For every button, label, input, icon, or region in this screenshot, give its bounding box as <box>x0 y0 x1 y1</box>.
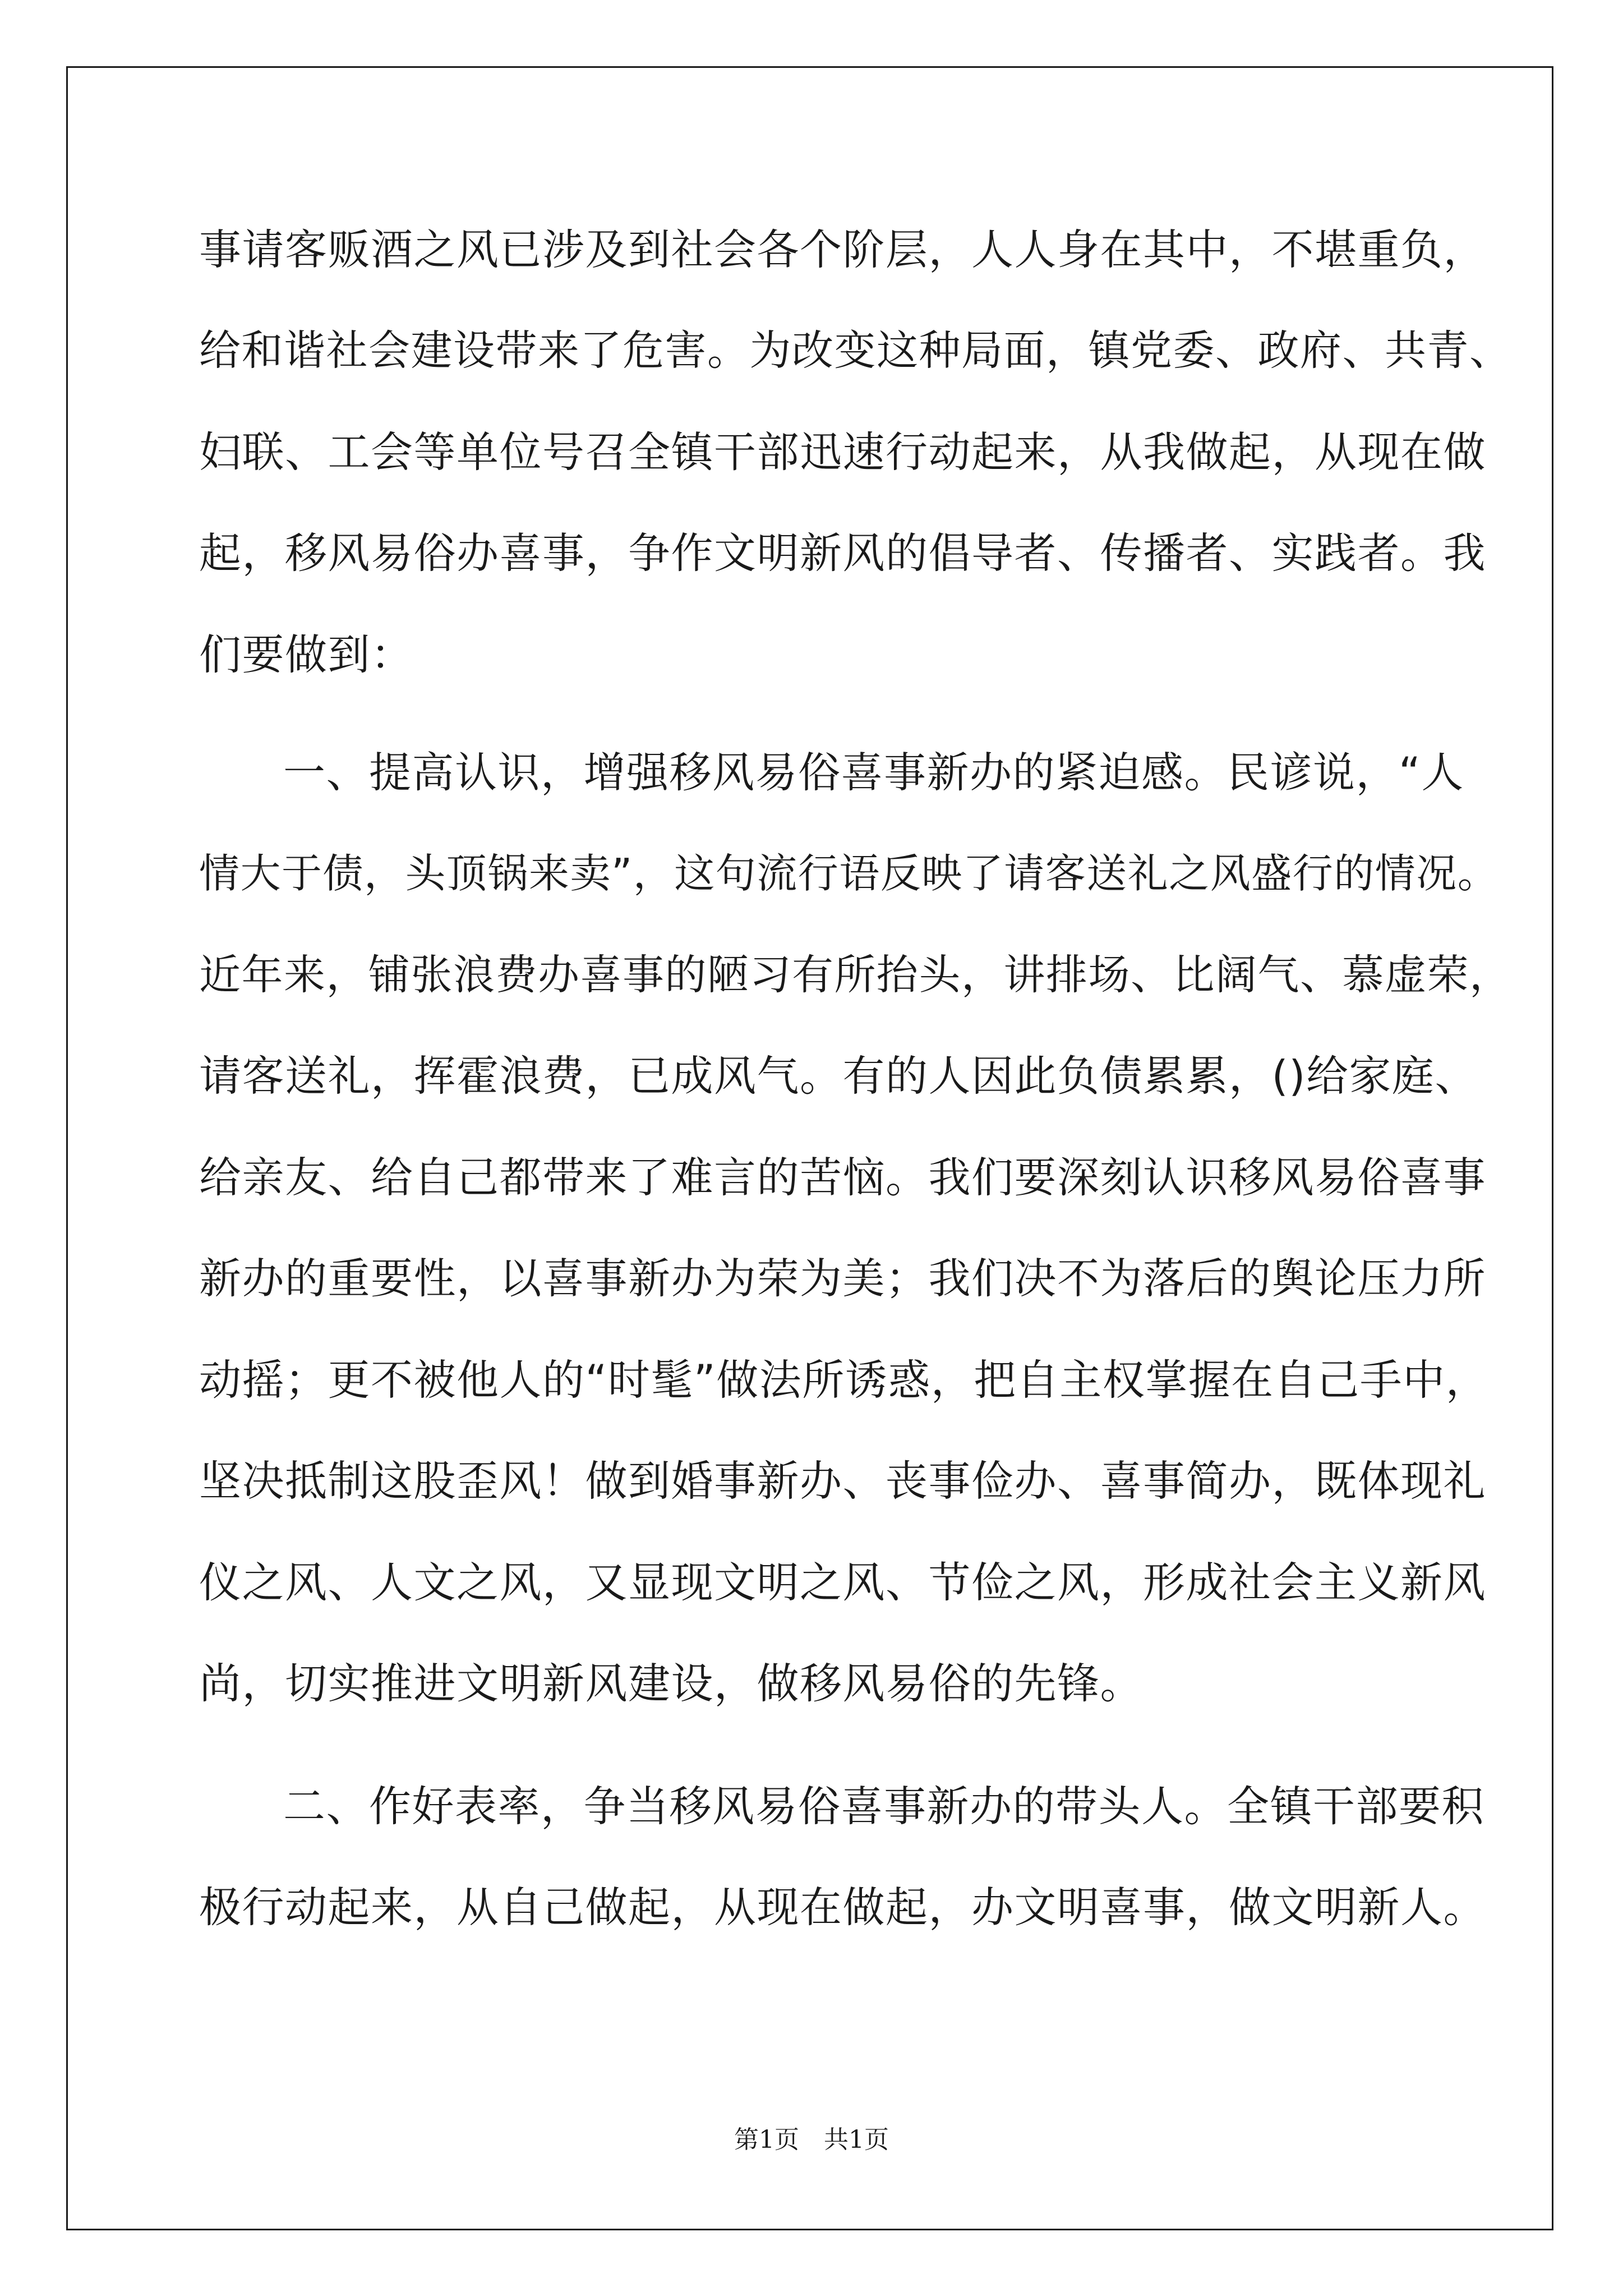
text-line: 仪之风、人文之风，又显现文明之风、节俭之风，形成社会主义新风 <box>199 1558 1487 1607</box>
text-line: 近年来，铺张浪费办喜事的陋习有所抬头，讲排场、比阔气、慕虚荣， <box>199 951 1512 999</box>
text-line: 情大于债，头顶锅来卖”，这句流行语反映了请客送礼之风盛行的情况。 <box>199 850 1499 897</box>
text-line: 一、提高认识，增强移风易俗喜事新办的紧迫感。民谚说，“人 <box>283 748 1464 797</box>
text-line: 二、作好表率，争当移风易俗喜事新办的带头人。全镇干部要积 <box>283 1782 1485 1831</box>
text-line: 给和谐社会建设带来了危害。为改变这种局面，镇党委、政府、共青、 <box>199 326 1512 375</box>
text-line: 尚，切实推进文明新风建设，做移风易俗的先锋。 <box>199 1659 1144 1708</box>
text-line: 给亲友、给自己都带来了难言的苦恼。我们要深刻认识移风易俗喜事 <box>199 1153 1487 1202</box>
text-line: 请客送礼，挥霍浪费，已成风气。有的人因此负债累累，()给家庭、 <box>199 1051 1478 1101</box>
text-line: 妇联、工会等单位号召全镇干部迅速行动起来，从我做起，从现在做 <box>199 427 1487 477</box>
text-line: 事请客贩酒之风已涉及到社会各个阶层，人人身在其中，不堪重负， <box>199 225 1487 274</box>
text-line: 起，移风易俗办喜事，争作文明新风的倡导者、传播者、实践者。我 <box>199 528 1487 578</box>
text-line: 极行动起来，从自己做起，从现在做起，办文明喜事，做文明新人。 <box>199 1883 1487 1932</box>
text-line: 们要做到： <box>199 630 414 679</box>
text-line: 坚决抵制这股歪风！做到婚事新办、丧事俭办、喜事简办，既体现礼 <box>199 1456 1487 1506</box>
text-line: 动摇；更不被他人的“时髦”做法所诱惑，把自主权掌握在自己手中， <box>199 1355 1489 1405</box>
text-line: 新办的重要性，以喜事新办为荣为美；我们决不为落后的舆论压力所 <box>199 1254 1487 1303</box>
page-number: 第1页 共1页 <box>734 2125 889 2154</box>
